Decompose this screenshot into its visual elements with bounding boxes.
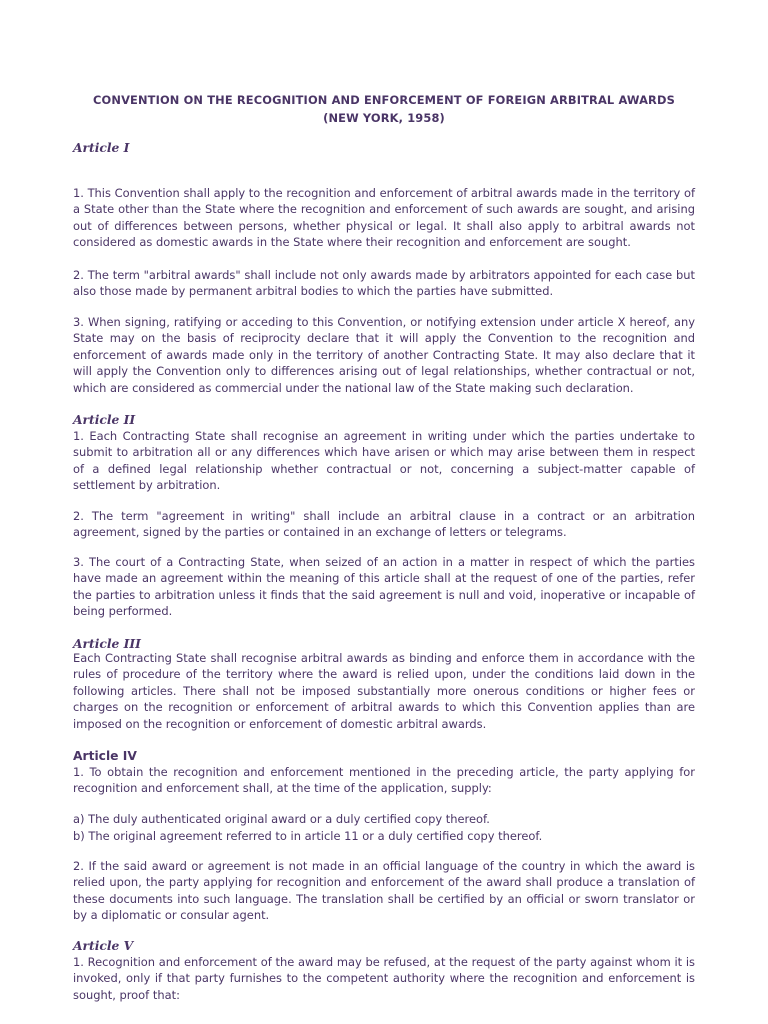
document-subtitle: (NEW YORK, 1958) (323, 111, 445, 125)
document-title: CONVENTION ON THE RECOGNITION AND ENFORCEMENT OF FOREIGN ARBITRAL AWARDS (93, 93, 675, 107)
article-heading: Article I (73, 140, 130, 155)
article-paragraph: 1. Recognition and enforcement of the award may be refused, at the request of the party against whom it is invoked, only if that party furnishes to the competent authority where the recognition and enforcement is sought, proof that: (73, 955, 695, 1002)
list-item: a) The duly authenticated original award or a duly certified copy thereof. (73, 812, 490, 826)
article-paragraph: 3. When signing, ratifying or acceding to this Convention, or notifying extension under article X hereof, any State may on the basis of reciprocity declare that it will apply the Convention to the recognition and enforcement of awards made only in the territory of another Contracting State. It may also declare that it will apply the Convention only to differences arising out of legal relationships, whether contractual or not, which are considered as commercial under the national law of the State making such declaration. (73, 315, 695, 395)
article-paragraph: Each Contracting State shall recognise arbitral awards as binding and enforce them in accordance with the rules of procedure of the territory where the award is relied upon, under the conditions laid down in the following articles. There shall not be imposed substantially more onerous conditions or higher fees or charges on the recognition or enforcement of arbitral awards to which this Convention applies than are imposed on the recognition or enforcement of domestic arbitral awards. (73, 651, 695, 731)
article-paragraph: 3. The court of a Contracting State, when seized of an action in a matter in respect of which the parties have made an agreement within the meaning of this article shall at the request of one of the parties, refer the parties to arbitration unless it finds that the said agreement is null and void, inoperative or incapable of being performed. (73, 555, 695, 619)
list-item: b) The original agreement referred to in article 11 or a duly certified copy thereof. (73, 829, 543, 843)
article-paragraph: 2. The term "arbitral awards" shall include not only awards made by arbitrators appointed for each case but also those made by permanent arbitral bodies to which the parties have submitted. (73, 268, 695, 299)
article-paragraph: 1. This Convention shall apply to the recognition and enforcement of arbitral awards made in the territory of a State other than the State where the recognition and enforcement of such awards are sought, and arising out of differences between persons, whether physical or legal. It shall also apply to arbitral awards not considered as domestic awards in the State where their recognition and enforcement are sought. (73, 186, 695, 250)
article-paragraph: 1. Each Contracting State shall recognise an agreement in writing under which the parties undertake to submit to arbitration all or any differences which have arisen or which may arise between them in respect of a defined legal relationship whether contractual or not, concerning a subject-matter capable of settlement by arbitration. (73, 429, 695, 493)
article-paragraph: 1. To obtain the recognition and enforcement mentioned in the preceding article, the party applying for recognition and enforcement shall, at the time of the application, supply: (73, 765, 695, 796)
article-heading: Article II (73, 412, 136, 427)
article-paragraph: 2. If the said award or agreement is not made in an official language of the country in which the award is relied upon, the party applying for recognition and enforcement of the award shall produce a translation of these documents into such language. The translation shall be certified by an official or sworn translator or by a diplomatic or consular agent. (73, 859, 695, 923)
article-heading: Article IV (73, 749, 137, 763)
article-heading: Article V (73, 938, 134, 953)
article-paragraph: 2. The term "agreement in writing" shall include an arbitral clause in a contract or an arbitration agreement, signed by the parties or contained in an exchange of letters or telegrams. (73, 509, 695, 540)
article-heading: Article III (73, 636, 141, 651)
